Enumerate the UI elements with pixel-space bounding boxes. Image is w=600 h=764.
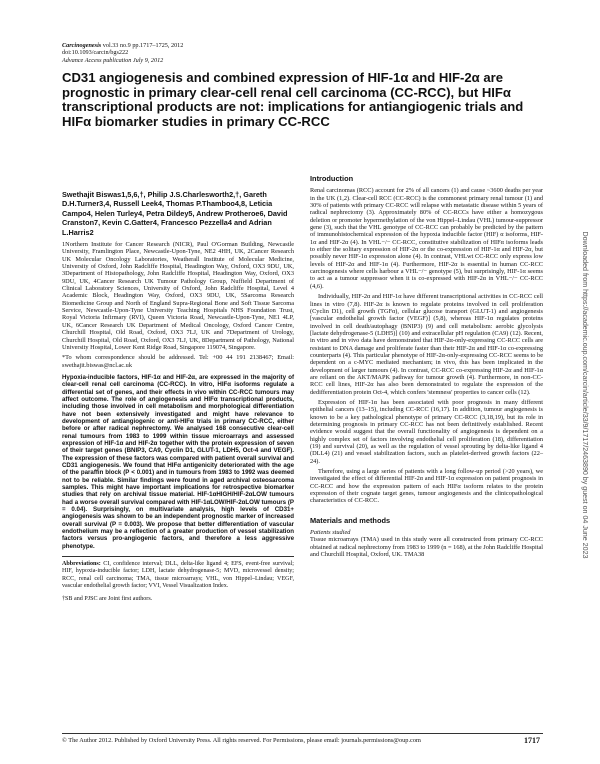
- abstract-divider: [62, 556, 294, 557]
- abbreviations: [62, 561, 294, 590]
- patients-paragraph: Tissue microarrays (TMA) used in this study were all constructed from primary CC-RCC obtained at radical nephrectomy from 1983 to 1999 (n = 168), at the John Radcliffe Hospital and Churchill Hospital, Oxford, UK. TMA38: [310, 536, 543, 559]
- abbreviations-text: CI, confidence interval; DLL, delta-like ligand 4; EFS, event-free survival; HIF, hypoxia-inducible factor; LDH, lactate dehydrogenase-5; MVD, microvessel density; RCC, renal cell carcinoma; TMA, tissue microarrays; VHL, von Hippel–Lindau; VEGF, vascular endothelial growth factor; VVI, Vessel Visualization Index.: [62, 561, 294, 590]
- author-list: Swethajit Biswas1,5,6,†, Philip J.S.Charlesworth2,†, Gareth D.H.Turner3,4, Russell Leek4, Thomas P.Thamboo4,8, Leticia Campo4, Helen Turley4, Petra Dildey5, Andrew Protheroe6, David Cranston7, Kevin C.Gatter4, Francesco Pezzella4 and Adrian L.Harris2: [62, 190, 288, 237]
- patients-subheading: Patients studied: [310, 529, 351, 537]
- article-title: CD31 angiogenesis and combined expression of HIF-1α and HIF-2α are prognostic in primary clear-cell renal cell carcinoma (CC-RCC), but HIFα transcriptional products are not: implications for antiangiogenic trials and HIFα biomarker studies in primary CC-RCC: [62, 70, 524, 129]
- intro-paragraph: Renal carcinomas (RCC) account for 2% of all cancers (1) and cause ~3600 deaths per year in the UK (1,2). Clear-cell RCC (CC-RCC) is the commonest primary renal tumour (1) and 30% of patients with primary CC-RCC will relapse with metastatic disease within 5 years of radical nephrectomy (3). Approximately 80% of CC-RCCs have either a homozygous deletion or promoter hypermethylation of the von Hippel–Lindau (VHL) tumour-suppressor gene (3), such that the VHL genotype of CC-RCC can probably be predicted by the pattern of immunohistochemical expression of the hypoxia inducible factor (HIF) α isoforms, HIF-1α and HIF-2α (4). In VHL−/− CC-RCC, constitutive stabilization of HIFα isoforms leads to either the solitary expression of HIF-2α or the co-expression of HIF-1α and HIF-2α, but possibly never HIF-1α expression alone (4). In contrast, VHLwt CC-RCC only express low levels of HIF-2α and HIF-1α (4). Furthermore, HIF-2α is essential in human CC-RCC carcinogenesis where cells harbour a VHL−/− genotype (5), but surprisingly, HIF-1α seems to act as a tumour suppressor when it is co-expressed with HIF-2α in VHL−/− CC-RCC (4,6).: [310, 187, 543, 290]
- footer-divider: [62, 733, 543, 734]
- journal-header: [62, 42, 402, 64]
- page-number: 1717: [524, 736, 540, 745]
- affiliations: 1Northern Institute for Cancer Research (NICR), Paul O'Gorman Building, Newcastle University, Framlington Place, Newcastle-Upon-Tyne, NE2 4HH, UK, 2Cancer Research UK Molecular Oncology Laboratories, Weatherall Institute of Molecular Medicine, University of Oxford, John Radcliffe Hospital, Headington Way, Oxford, OX3 9DU, UK, 3Department of Histopathology, John Radcliffe Hospital, Headington Way, Oxford, OX3 9DU, UK, 4Cancer Research UK Tumour Pathology Group, Nuffield Department of Clinical Laboratory Sciences, University of Oxford, John Radcliffe Hospital, Level 4 Academic Block, Headington Way, Oxford, OX3 9DU, UK, 5Sarcoma Research Biomedicine Group and North of England Supra-Regional Bone and Soft Tissue Sarcoma Service, Newcastle-Upon-Tyne University Teaching Hospitals NHS Foundation Trust, Royal Victoria Infirmary (RVI), Queen Victoria Road, Newcastle-Upon-Tyne, NE1 4LP, UK, 6Cancer Research UK Department of Medical Oncology, Oxford Cancer Centre, Churchill Hospital, Old Road, Oxford, OX3 7LJ, UK and 7Department of Urology, Churchill Hospital, Old Road, Oxford, OX3 7LJ, UK, 8Department of Pathology, National University Hospital, Lower Kent Ridge Road, Singapore 119074, Singapore.: [62, 241, 294, 351]
- advance-access-date: Advance Access publication July 9, 2012: [62, 56, 164, 64]
- journal-volume: vol.33 no.9 pp.1717–1725, 2012: [101, 42, 184, 49]
- intro-paragraph: Therefore, using a large series of patients with a long follow-up period (>20 years), we investigated the effect of differential HIF-2α and HIF-1α expression on patient prognosis in CC-RCC and how the expression pattern of each HIFα isoform relates to the protein expression of their cognate target genes, tumour angiogenesis and the clinicopathological characteristics of CC-RCC.: [310, 468, 543, 505]
- journal-doi: doi:10.1093/carcin/bgs222: [62, 49, 129, 57]
- abstract: Hypoxia-inducible factors, HIF-1α and HIF-2α, are expressed in the majority of clear-cell renal cell carcinoma (CC-RCC). In vitro, HIFα isoforms regulate a differential set of genes, and their effects in vivo within CC-RCC tumours may affect outcome. The role of angiogenesis and HIFα transcriptional products, including those involved in cell metabolism and morphological differentiation have not been extensively investigated and might have relevance to development of antiangiogenic or anti-HIFα trials in primary CC-RCC, either before or after radical nephrectomy. We analysed 168 consecutive clear-cell renal tumours from 1983 to 1999 within tissue microarrays and assessed expression of HIF-1α and HIF-2α together with the protein expression of seven of their target genes (BNIP3, CA9, Cyclin D1, GLUT-1, LDH5, Oct-4 and VEGF). The expression of these factors was compared with patient overall survival and CD31 angiogenesis. We found that HIFα antigenicity deteriorated with the age of the paraffin block (P < 0.001) and in tumours from 1983 to 1992 was deemed not to be reliable. Similar findings were found in aged archival osteosarcoma samples. This might have important implications for retrospective biomarker studies that rely on archival tissue material. HIF-1αHIGH/HIF-2αLOW tumours had a worse overall survival compared with HIF-1αLOW/HIF-2αLOW tumours (P = 0.04). Surprisingly, on multivariate analysis, high levels of CD31+ angiogenesis was shown to be an independent prognostic marker of increased overall survival (P = 0.003). We propose that better differentiation of vascular endothelium may be a reflection of a greater production of vessel stabilization factors versus pro-angiogenic factors, and therefore a less aggressive phenotype.: [62, 373, 294, 550]
- copyright-notice: © The Author 2012. Published by Oxford University Press. All rights reserved. For Permissions, please email: journals.permissions@oup.com: [62, 737, 421, 744]
- introduction-heading: Introduction: [310, 174, 354, 183]
- intro-paragraph: Individually, HIF-2α and HIF-1α have different transcriptional activities in CC-RCC cell lines in vitro (7,8). HIF-2α is known to regulate proteins involved in cell proliferation (Cyclin D1), cell growth (TGFα), cellular glucose transport (GLUT-1) and angiogenesis [vascular endothelial growth factor (VEGF)] (5,8), whereas HIF-1α regulates proteins involved in cell death/autophagy (BNIP3) (9) and cell metabolism: aerobic glycolysis [lactate dehydrogenase-5 (LDH5)] (10) and extracellular pH regulation (CA9) (12). Recent, in vitro and in vivo data have demonstrated that HIF-2α-only-expressing CC-RCC cells are resistant to DNA damage and proliferate faster than their HIF-2α and HIF-1α co-expressing counterparts (4). This particular phenotype of HIF-2α-only-expressing CC-RCC seems to be dependent on a c-MYC mediated mechanism; in vivo, this has been implicated in the development of larger tumours (4). In contrast, CC-RCC co-expressing HIF-2α and HIF-1α are reliant on the AKT/MAPK pathway for tumour growth (4). Furthermore, in non-CC-RCC cell lines, HIF-2α has also been demonstrated to regulate the expression of the dedifferentiation protein Oct-4, which confers 'stemness' properties to cancer cells (12).: [310, 293, 543, 396]
- download-stamp: [578, 160, 592, 630]
- intro-paragraph: Expression of HIF-1α has been associated with poor prognosis in many different epithelial cancers (13–15), including CC-RCC (16,17). In addition, tumour angiogenesis is known to be a key pathological phenotype of primary CC-RCC (3,18,19), but its role in determining prognosis in primary CC-RCC has not been definitively established. Recent evidence would suggest that the overall functionality of angiogenesis is dependent on a highly complex set of factors involving endothelial cell proliferation (18), differentiation (19) and survival (20), as well as the regulation of vessel sprouting by delta-like ligand 4 (DLL4) (21) and vessel stabilization factors, such as platelet-derived growth factors (22–24).: [310, 398, 543, 465]
- joint-authors-note: †SB and PJSC are Joint first authors.: [62, 596, 153, 603]
- correspondence: *To whom correspondence should be addressed. Tel: +00 44 191 2138467; Email: swethajit.biswas@ncl.ac.uk: [62, 354, 294, 369]
- abbreviations-label: Abbreviations:: [62, 561, 101, 568]
- left-column: [62, 190, 294, 604]
- download-stamp-text: Downloaded from https://academic.oup.com/carcin/article/33/9/1717/2463890 by guest on 04 June 2023: [581, 231, 589, 559]
- methods-heading: Materials and methods: [310, 515, 391, 525]
- right-column: [310, 175, 543, 562]
- journal-name: Carcinogenesis: [62, 42, 102, 49]
